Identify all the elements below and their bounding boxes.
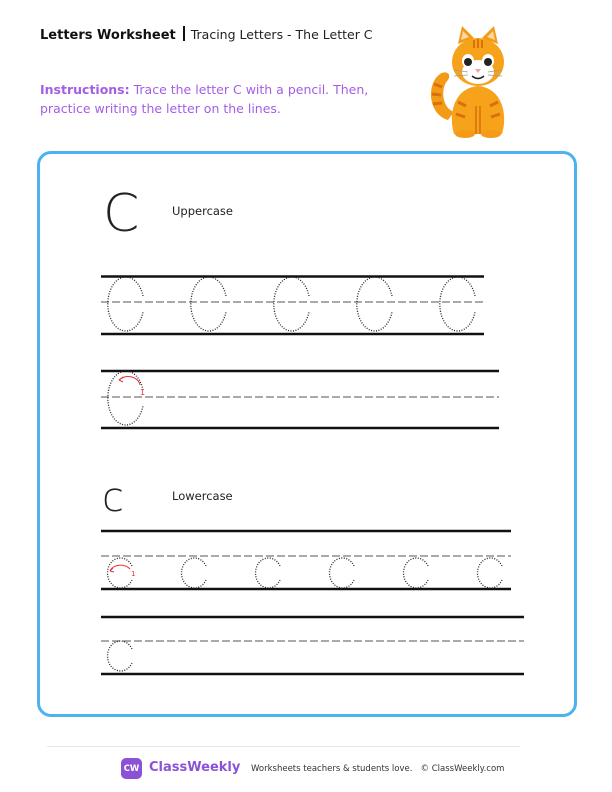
title-subtitle: Tracing Letters - The Letter C [190, 27, 373, 42]
lowercase-label: Lowercase [172, 489, 233, 503]
uppercase-label: Uppercase [172, 204, 234, 218]
tagline-text: Worksheets teachers & students love. [251, 764, 413, 774]
svg-text:1: 1 [131, 570, 136, 578]
uppercase-sample-letter: C [103, 184, 140, 244]
lowercase-trace-row[interactable] [101, 531, 511, 589]
uppercase-practice-row[interactable] [101, 371, 499, 428]
uppercase-trace-row[interactable] [101, 277, 484, 335]
instructions-label: Instructions: [40, 82, 130, 97]
lowercase-sample-letter: c [102, 475, 124, 521]
instructions-text: Trace the letter C with a pencil. Then, practice writing the letter on the lines. [40, 82, 369, 116]
title-main: Letters Worksheet [40, 28, 176, 43]
copyright-text: © ClassWeekly.com [420, 764, 505, 774]
lowercase-practice-row[interactable] [101, 617, 524, 674]
footer-tagline [251, 764, 504, 774]
footer-divider [47, 746, 520, 747]
footer-brand: ClassWeekly [149, 760, 241, 775]
classweekly-logo-icon: CW [121, 758, 142, 779]
stroke-number: 1 [140, 388, 146, 397]
